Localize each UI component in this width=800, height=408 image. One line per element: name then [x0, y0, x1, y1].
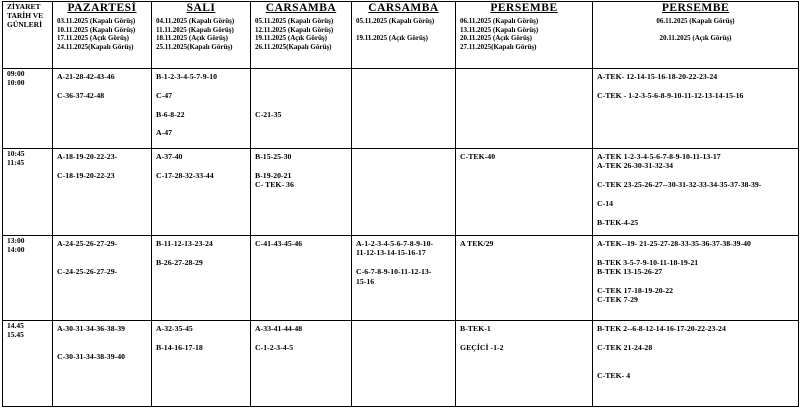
ward-group-entry — [597, 362, 794, 371]
ward-group-entry — [255, 81, 347, 90]
ward-group-entry: A-24-25-26-27-29- — [57, 239, 118, 248]
time-slot-cell — [3, 149, 53, 236]
ward-group-entry — [597, 190, 794, 199]
ward-group-entry — [356, 258, 451, 267]
ward-group-entry: C-TEK 21-24-28 — [597, 342, 653, 352]
time-label: 13:00 — [7, 236, 25, 245]
ward-group-entry: C-14 — [597, 199, 614, 209]
time-slot-cell — [3, 69, 53, 149]
date-line: 27.11.2025(Kapalı Görüş) — [460, 42, 537, 51]
date-line: 05.11.2025 (Kapalı Görüş) — [255, 17, 334, 25]
ward-group-entry — [597, 171, 794, 180]
schedule-cell — [456, 69, 593, 149]
ward-group-entry: C-6-7-8-9-10-11-12-13- — [356, 267, 432, 277]
time-label: 11:45 — [7, 158, 25, 167]
ward-group-entry — [597, 81, 794, 90]
ward-group-entry: C-TEK 7-29 — [597, 295, 638, 305]
schedule-cell — [53, 149, 152, 236]
ward-group-entry — [460, 333, 588, 342]
ward-group-entry: B-TEK-1 — [460, 324, 491, 333]
ward-group-entry: B-11-12-13-23-24 — [156, 239, 213, 248]
schedule-cell — [456, 236, 593, 321]
ward-group-entry: B-6-8-22 — [156, 109, 185, 119]
ward-group-entry: A-30-31-34-36-38-39 — [57, 324, 125, 333]
time-label: 14:00 — [7, 245, 25, 254]
date-line: 26.11.2025(Kapalı Görüş) — [255, 42, 332, 51]
ward-group-entry: A-21-28-42-43-46 — [57, 72, 115, 81]
ward-group-entry — [597, 333, 794, 342]
header-row — [3, 2, 799, 69]
ward-group-entry: C-TEK - 1-2-3-5-6-8-9-10-11-12-13-14-15-16 — [597, 90, 744, 100]
schedule-cell — [352, 149, 456, 236]
ward-group-entry — [57, 81, 147, 90]
ward-group-entry — [156, 161, 246, 170]
day-header-monday — [53, 2, 152, 69]
ward-group-entry — [255, 333, 347, 342]
ward-group-entry — [156, 100, 246, 109]
time-slot-cell — [3, 321, 53, 407]
date-line: 20.11.2025 (Açık Görüş) — [460, 34, 532, 43]
ward-group-entry: A-32-35-45 — [156, 324, 193, 333]
ward-group-entry: B-14-16-17-18 — [156, 342, 203, 352]
visit-schedule-table — [2, 1, 799, 407]
ward-group-entry: 11-12-13-14-15-16-17 — [356, 248, 426, 258]
ward-group-entry: 15-16 — [356, 276, 375, 286]
ward-group-entry: A-18-19-20-22-23- — [57, 152, 118, 161]
day-dates — [460, 17, 588, 51]
ward-group-entry: B-26-27-28-29 — [156, 257, 203, 267]
schedule-cell — [593, 236, 799, 321]
date-line: 18.11.2025 (Açık Görüş) — [156, 34, 228, 43]
schedule-cell — [352, 236, 456, 321]
schedule-cell — [152, 236, 251, 321]
ward-group-entry: A-1-2-3-4-5-6-7-8-9-10- — [356, 239, 434, 248]
ward-group-entry: B-1-2-3-4-5-7-9-10 — [156, 72, 218, 81]
day-dates — [356, 17, 451, 42]
date-line: 12.11.2025 (Kapalı Görüş) — [255, 25, 334, 34]
ward-group-entry: C-TEK- 4 — [597, 371, 631, 381]
schedule-cell — [251, 69, 352, 149]
corner-label-line: TARİH VE — [7, 11, 44, 20]
day-dates — [255, 17, 347, 51]
date-line: 20.11.2025 (Açık Görüş) — [659, 33, 732, 42]
time-slot-row — [3, 236, 799, 321]
date-line: 05.11.2025 (Kapalı Görüş) — [356, 17, 435, 25]
ward-group-entry: A-TEK- 12-14-15-16-18-20-22-23-24 — [597, 72, 718, 81]
ward-group-entry: C-21-35 — [255, 109, 282, 119]
ward-group-entry — [156, 119, 246, 128]
ward-group-entry: C-41-43-45-46 — [255, 239, 303, 248]
time-label: 09:00 — [7, 69, 25, 78]
ward-group-entry: C-47 — [156, 90, 173, 100]
date-line: 03.11.2025 (Kapalı Görüş) — [57, 17, 136, 25]
ward-group-entry: C-24-25-26-27-29- — [57, 267, 118, 277]
time-label: 10:00 — [7, 78, 25, 87]
day-dates — [57, 17, 147, 51]
time-slot-row — [3, 69, 799, 149]
date-line: 10.11.2025 (Kapalı Görüş) — [57, 25, 136, 34]
schedule-cell — [251, 149, 352, 236]
schedule-cell — [251, 236, 352, 321]
date-line: 24.11.2025(Kapalı Görüş) — [57, 42, 134, 51]
schedule-body — [3, 69, 799, 407]
day-header-wednesday-open — [352, 2, 456, 69]
schedule-cell — [152, 149, 251, 236]
schedule-cell — [352, 321, 456, 407]
visit-date-day-header — [3, 2, 53, 69]
date-line: 13.11.2025 (Kapalı Görüş) — [460, 25, 539, 34]
day-name: SALI — [186, 2, 216, 14]
day-name: CARSAMBA — [265, 2, 337, 14]
schedule-cell — [53, 69, 152, 149]
date-line: 19.11.2025 (Açık Görüş) — [255, 34, 327, 43]
ward-group-entry: A-47 — [156, 128, 173, 138]
schedule-cell — [53, 236, 152, 321]
day-header-thursday — [456, 2, 593, 69]
ward-group-entry — [597, 208, 794, 217]
date-line: 19.11.2025 (Açık Görüş) — [356, 33, 428, 42]
time-label: 15.45 — [7, 330, 24, 339]
ward-group-entry: C-17-28-32-33-44 — [156, 170, 214, 180]
ward-group-entry — [597, 352, 794, 361]
time-slot-row — [3, 321, 799, 407]
ward-group-entry — [156, 248, 246, 257]
time-slot-row — [3, 149, 799, 236]
schedule-cell — [53, 321, 152, 407]
schedule-cell — [593, 321, 799, 407]
corner-label-line: GÜNLERİ — [7, 20, 43, 29]
ward-group-entry — [597, 277, 794, 286]
date-line: 25.11.2025(Kapalı Görüş) — [156, 42, 233, 51]
day-dates — [156, 17, 246, 51]
ward-group-entry: GEÇİCİ -1-2 — [460, 342, 504, 352]
ward-group-entry — [255, 161, 347, 170]
ward-group-entry — [255, 72, 347, 81]
day-name: PERSEMBE — [661, 2, 730, 14]
schedule-cell — [152, 69, 251, 149]
schedule-cell — [593, 149, 799, 236]
ward-group-entry — [57, 333, 147, 342]
date-line: 17.11.2025 (Açık Görüş) — [57, 34, 129, 43]
ward-group-entry: C-1-2-3-4-5 — [255, 342, 294, 352]
day-name: PERSEMBE — [490, 2, 558, 14]
ward-group-entry: C-18-19-20-22-23 — [57, 170, 115, 180]
ward-group-entry: C-TEK-40 — [460, 152, 496, 161]
date-line: 06.11.2025 (Kapalı Görüş) — [656, 17, 735, 25]
ward-group-entry: B-TEK 2--6-8-12-14-16-17-20-22-23-24 — [597, 324, 726, 333]
ward-group-entry — [597, 248, 794, 257]
day-name: PAZARTESİ — [67, 2, 137, 14]
ward-group-entry — [255, 91, 347, 100]
ward-group-entry: C-30-31-34-38-39-40 — [57, 352, 125, 362]
ward-group-entry: B-15-25-30 — [255, 152, 292, 161]
time-slot-cell — [3, 236, 53, 321]
date-line: 06.11.2025 (Kapalı Görüş) — [460, 17, 539, 25]
ward-group-entry: B-TEK-4-25 — [597, 217, 639, 227]
time-label: 10:45 — [7, 149, 25, 158]
ward-group-entry — [57, 343, 147, 352]
ward-group-entry: C-36-37-42-48 — [57, 90, 105, 100]
schedule-cell — [251, 321, 352, 407]
ward-group-entry: B-TEK 13-15-26-27 — [597, 267, 663, 277]
day-header-tuesday — [152, 2, 251, 69]
ward-group-entry: A-33-41-44-48 — [255, 324, 303, 333]
day-header-wednesday — [251, 2, 352, 69]
ward-group-entry — [57, 248, 147, 257]
day-dates — [597, 17, 794, 42]
ward-group-entry: C- TEK- 36 — [255, 180, 294, 190]
ward-group-entry: A-37-40 — [156, 152, 183, 161]
ward-group-entry — [255, 100, 347, 109]
schedule-cell — [593, 69, 799, 149]
schedule-cell — [152, 321, 251, 407]
ward-group-entry: A-TEK--19- 21-25-27-28-33-35-36-37-38-39-40 — [597, 239, 751, 248]
time-label: 14.45 — [7, 321, 24, 330]
ward-group-entry: A-TEK 1-2-3-4-5-6-7-8-9-10-11-13-17 — [597, 152, 721, 161]
date-line: 11.11.2025 (Kapalı Görüş) — [156, 25, 234, 34]
ward-group-entry — [156, 81, 246, 90]
ward-group-entry — [57, 258, 147, 267]
ward-group-entry: B-19-20-21 — [255, 170, 292, 180]
schedule-cell — [456, 321, 593, 407]
ward-group-entry: C-TEK 17-18-19-20-22 — [597, 286, 674, 296]
day-name: CARSAMBA — [368, 2, 439, 14]
ward-group-entry: A-TEK 26-30-31-32-34 — [597, 161, 674, 171]
date-line: 04.11.2025 (Kapalı Görüş) — [156, 17, 235, 25]
schedule-cell — [352, 69, 456, 149]
corner-label-line: ZİYARET — [7, 2, 41, 11]
ward-group-entry: B-TEK 3-5-7-9-10-11-18-19-21 — [597, 257, 699, 267]
ward-group-entry: A TEK/29 — [460, 239, 494, 248]
ward-group-entry: C-TEK 23-25-26-27--30-31-32-33-34-35-37-38-39- — [597, 180, 762, 190]
ward-group-entry — [156, 333, 246, 342]
schedule-cell — [456, 149, 593, 236]
day-header-thursday-open — [593, 2, 799, 69]
ward-group-entry — [57, 161, 147, 170]
